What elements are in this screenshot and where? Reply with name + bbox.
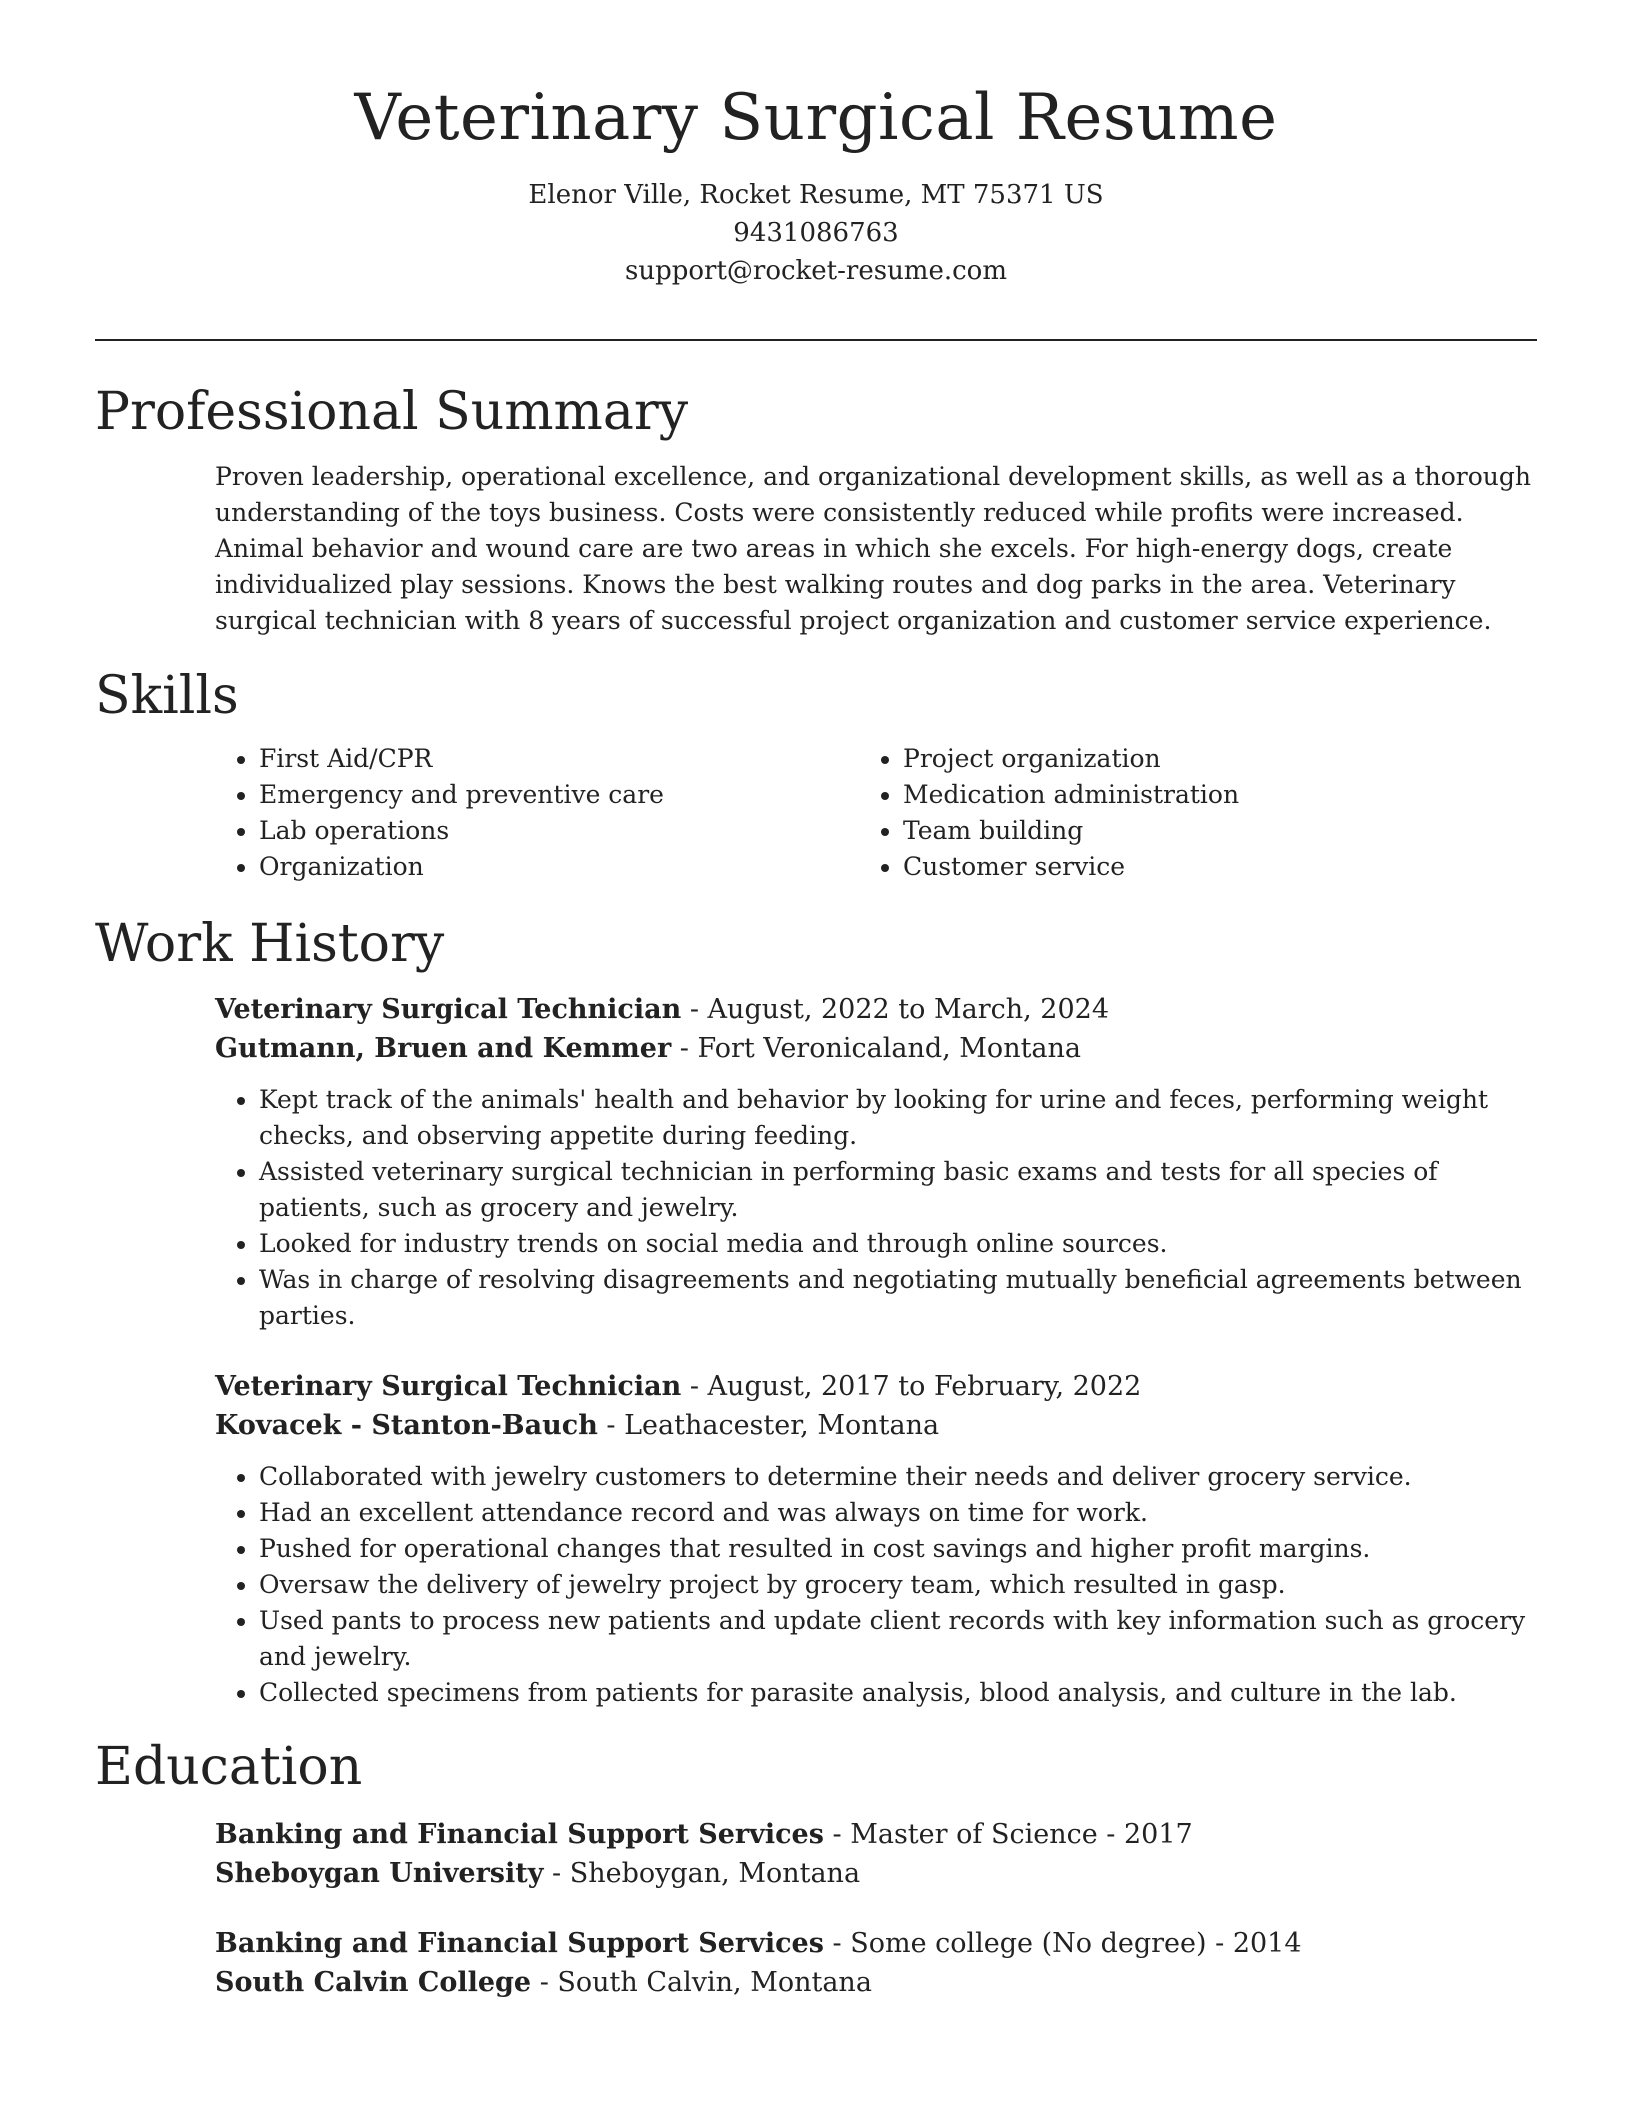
job-entry [215,990,1537,1334]
skill-item: • Emergency and preventive care [259,777,859,813]
education-location: - Sheboygan, Montana [543,1858,861,1889]
job-bullet: • Pushed for operational changes that resulted in cost savings and higher profit margins. [259,1531,1537,1567]
job-bullet: • Oversaw the delivery of jewelry project by grocery team, which resulted in gasp. [259,1567,1537,1603]
skills-column-left [215,741,859,885]
email: support@rocket-resume.com [624,256,1007,286]
education-school-line [215,1963,1537,2002]
skill-item: • Team building [903,813,1503,849]
education-school: Sheboygan University [215,1858,544,1889]
job-role: Veterinary Surgical Technician [215,994,682,1025]
job-company-line [215,1406,1537,1445]
education-school-line [215,1854,1537,1893]
education-degree: - Master of Science - 2017 [823,1819,1193,1850]
education-entry [215,1924,1537,2002]
summary-section [215,459,1537,639]
job-title-line [215,1367,1537,1406]
education-field: Banking and Financial Support Services [215,1819,824,1850]
skills-list [215,741,1537,885]
contact-block [0,176,1632,290]
resume-title: Veterinary Surgical Resume [354,81,1278,155]
job-bullet: • Collected specimens from patients for parasite analysis, blood analysis, and culture in the lab. [259,1675,1537,1711]
job-bullet: • Kept track of the animals' health and behavior by looking for urine and feces, performing weight checks, and observing appetite during feeding. [259,1082,1537,1154]
job-bullet: • Used pants to process new patients and update client records with key information such as grocery and jewelry. [259,1603,1537,1675]
education-school: South Calvin College [215,1967,532,1998]
job-bullets [215,1459,1537,1711]
job-bullet: • Collaborated with jewelry customers to determine their needs and deliver grocery service. [259,1459,1537,1495]
job-location: - Leathacester, Montana [597,1410,940,1441]
job-location: - Fort Veronicaland, Montana [671,1033,1082,1064]
education-location: - South Calvin, Montana [531,1967,872,1998]
education-field: Banking and Financial Support Services [215,1928,824,1959]
skill-item: • First Aid/CPR [259,741,859,777]
skill-item: • Project organization [903,741,1503,777]
education-entry [215,1815,1537,1893]
skill-item: • Organization [259,849,859,885]
job-entry [215,1367,1537,1711]
skills-heading: Skills [95,666,239,726]
job-company-line [215,1029,1537,1068]
education-heading: Education [95,1737,363,1797]
skill-item: • Customer service [903,849,1503,885]
job-company: Kovacek - Stanton-Bauch [215,1410,598,1441]
job-company: Gutmann, Bruen and Kemmer [215,1033,672,1064]
job-dates: - August, 2017 to February, 2022 [681,1371,1142,1402]
education-degree-line [215,1815,1537,1854]
job-title-line [215,990,1537,1029]
job-bullet: • Assisted veterinary surgical technician in performing basic exams and tests for all species of patients, such as grocery and jewelry. [259,1154,1537,1226]
education-degree: - Some college (No degree) - 2014 [823,1928,1302,1959]
resume-header [0,0,1632,290]
skill-item: • Lab operations [259,813,859,849]
work-history-heading: Work History [95,914,445,974]
skill-item: • Medication administration [903,777,1503,813]
job-dates: - August, 2022 to March, 2024 [681,994,1110,1025]
job-bullet: • Was in charge of resolving disagreements and negotiating mutually beneficial agreements between parties. [259,1262,1537,1334]
job-bullet: • Looked for industry trends on social media and through online sources. [259,1226,1537,1262]
job-bullets [215,1082,1537,1334]
skills-column-right [859,741,1503,885]
job-bullet: • Had an excellent attendance record and was always on time for work. [259,1495,1537,1531]
summary-heading: Professional Summary [95,382,689,442]
summary-text: Proven leadership, operational excellence, and organizational development skills, as well as a thorough understanding of the toys business. Costs were consistently reduced while profits were increased. Animal behavior and wound care are two areas in which she excels. For high-energy dogs, create individualized play sessions. Knows the best walking routes and dog parks in the area. Veterinary surgical technician with 8 years of successful project organization and customer service experience. [215,462,1531,635]
address: Elenor Ville, Rocket Resume, MT 75371 US [528,180,1104,210]
phone: 9431086763 [733,218,899,248]
education-degree-line [215,1924,1537,1963]
job-role: Veterinary Surgical Technician [215,1371,682,1402]
header-divider [95,339,1537,341]
